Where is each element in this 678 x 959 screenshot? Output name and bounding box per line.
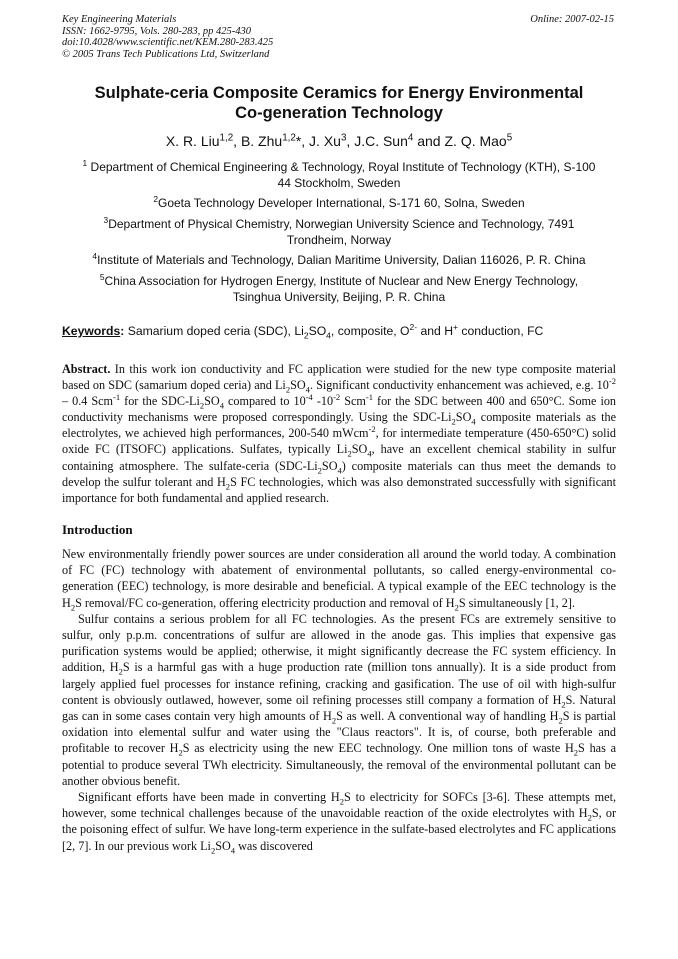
keywords-label: Keywords (62, 324, 121, 338)
subscript: 4 (367, 448, 372, 459)
subscript: 2 (118, 666, 123, 677)
abstract-text: ) composite materials can thus meet the demands to develop the sulfur tolerant and H (62, 458, 616, 489)
paragraph-text: S. Natural gas can in some cases contain very high amounts of H (62, 692, 616, 724)
abstract-text: , have an excellent chemical stability in sulfur containing atmosphere. The sulfate-ceria (SDC-Li (62, 442, 616, 473)
superscript: 2- (409, 321, 418, 332)
author: J. Xu (309, 133, 341, 149)
author-separator: , (346, 133, 355, 149)
abstract-text: S FC technologies, which was also demonstrated successfully with significant importance for both fundamental and applied research. (62, 474, 616, 505)
superscript: -2 (368, 424, 376, 435)
subscript: 4 (219, 400, 224, 411)
issn-line: ISSN: 1662-9795, Vols. 280-283, pp 425-430 (62, 25, 251, 37)
abstract-text: for the SDC-Li (120, 394, 200, 409)
paragraph-text: was discovered (235, 838, 313, 853)
affiliation-number: 4 (92, 251, 98, 261)
author-affiliation-mark: 1,2 (219, 132, 234, 144)
superscript: -1 (113, 392, 121, 403)
superscript: -2 (608, 376, 616, 387)
author: B. Zhu (240, 133, 283, 149)
subscript: 2 (339, 796, 344, 807)
affiliation-number: 3 (103, 215, 109, 225)
introduction-heading: Introduction (62, 522, 133, 537)
keywords-text: Samarium doped ceria (SDC), Li (124, 324, 304, 338)
subscript: 2 (331, 715, 337, 726)
affiliation-4 (62, 253, 616, 269)
subscript: 2 (199, 400, 205, 411)
abstract-text: SO (351, 442, 368, 457)
affiliation-3 (62, 217, 616, 248)
abstract-text: compared to 10 (223, 394, 306, 409)
author-list (62, 133, 616, 149)
author-separator: *, (295, 133, 310, 149)
paragraph-text: S, or the poisoning effect of sulfur. We have long-term experience in the sulfate-based electrolytes and FC applications [2, 7]. In our previous work Li (62, 806, 616, 853)
paragraph-text: S simultaneously [1, 2]. (458, 595, 575, 610)
journal-header (62, 14, 273, 60)
affiliation-number: 1 (82, 158, 88, 168)
keywords-colon: : (120, 324, 125, 338)
abstract (62, 361, 616, 506)
paragraph-text: S is a harmful gas with a huge production rate (million tons annually). It is a side product from largely applied fuel processes for instance refining, cracking and gasification. The use of oil with high-sulfur content is obviously outlawed, however, some oil refining processes still company a formation of H (62, 660, 617, 707)
subscript: 4 (471, 416, 476, 427)
superscript: + (453, 321, 458, 332)
keywords-text: , composite, O (330, 324, 410, 338)
paper-title (62, 83, 616, 123)
subscript: 2 (317, 465, 322, 475)
subscript: 2 (178, 747, 183, 758)
author: Z. Q. Mao (444, 133, 507, 149)
paragraph (62, 546, 616, 611)
affiliation-text: China Association for Hydrogen Energy, Institute of Nuclear and New Energy Technology, (104, 274, 579, 288)
subscript: 4 (326, 330, 331, 341)
affiliation-2 (62, 196, 616, 212)
superscript: -1 (365, 392, 373, 403)
keywords-line (62, 321, 616, 341)
abstract-text: SO (455, 410, 472, 425)
subscript: 4 (337, 465, 342, 475)
subscript: 2 (454, 602, 459, 613)
affiliation-5 (62, 274, 616, 305)
paragraph-text: S removal/FC co-generation, offering electricity production and removal of H (75, 595, 455, 610)
affiliation-text: Institute of Materials and Technology, Dalian Maritime University, Dalian 116026, P. R. China (97, 253, 586, 267)
superscript: -4 (305, 392, 313, 403)
superscript: -2 (333, 392, 341, 403)
paragraph-text: New environmentally friendly power sources are under consideration all around the world today. A combination of FC (FC) technology with abatement of environmental pollutants, so called energy-environmental co-generation (EEC) technology, is more desirable and beneficial. A typical example of the EEC technology is the H (62, 547, 616, 610)
affiliation-text: Department of Chemical Engineering & Technology, Royal Institute of Technology (KTH), S-100 (90, 160, 596, 174)
subscript: 2 (573, 747, 579, 758)
paragraph-text: S has a potential to produce several TWh electricity. Simultaneously, the removal of the environmental pollutant can be another obvious benefit. (62, 741, 616, 788)
subscript: 2 (558, 715, 563, 726)
online-date: Online: 2007-02-15 (530, 14, 614, 25)
author: X. R. Liu (165, 133, 220, 149)
paragraph-text: Significant efforts have been made in converting H (78, 790, 340, 805)
title-line-1: Sulphate-ceria Composite Ceramics for Energy Environmental (94, 84, 584, 102)
paragraph-text: S as electricity using the new EEC technology. One million tons of waste H (182, 741, 574, 756)
abstract-text: – 0.4 Scm (62, 394, 114, 409)
abstract-text: In this work ion conductivity and FC application were studied for the new type composite material based on SDC (samarium doped ceria) and Li (62, 362, 616, 393)
abstract-text: SO (204, 394, 220, 409)
keywords-text: conduction, FC (458, 324, 544, 338)
abstract-text: Scm (340, 394, 366, 409)
abstract-text: , for intermediate temperature (450-650°C) solid oxide FC (ITSOFC) applications. Sulfates, typically Li (62, 426, 616, 457)
affiliation-text: Trondheim, Norway (286, 232, 392, 247)
subscript: 2 (587, 812, 592, 823)
subscript: 2 (303, 330, 309, 341)
abstract-text: . Significant conductivity enhancement was achieved, e.g. 10 (309, 378, 609, 393)
abstract-text: composite materials as the electrolytes, we achieved high performances, 200-540 mWcm (62, 410, 616, 441)
author-affiliation-mark: 5 (506, 132, 513, 144)
affiliation-number: 2 (153, 194, 158, 204)
subscript: 2 (451, 416, 456, 427)
affiliation-number: 5 (99, 272, 105, 282)
author-affiliation-mark: 1,2 (282, 132, 296, 144)
doi-line: doi:10.4028/www.scientific.net/KEM.280-283.425 (62, 37, 274, 49)
introduction-body (62, 546, 616, 854)
subscript: 2 (561, 699, 566, 710)
paragraph-text: S as well. A conventional way of handling H (336, 709, 559, 724)
title-line-2: Co-generation Technology (235, 104, 443, 122)
journal-name: Key Engineering Materials (62, 14, 177, 25)
author-affiliation-mark: 3 (340, 132, 347, 144)
affiliation-text: 44 Stockholm, Sweden (277, 175, 401, 190)
subscript: 2 (285, 384, 291, 395)
keywords-text: SO (308, 324, 327, 338)
author-separator: , (233, 133, 241, 149)
author: J.C. Sun (354, 133, 408, 149)
affiliation-1 (62, 160, 616, 191)
subscript: 2 (347, 448, 352, 459)
abstract-text: SO (290, 378, 306, 393)
subscript: 2 (225, 481, 231, 492)
abstract-text: SO (321, 458, 338, 473)
paragraph (62, 789, 616, 854)
subscript: 4 (305, 384, 310, 395)
author-separator: and (413, 133, 445, 149)
affiliation-text: Goeta Technology Developer International, S-171 60, Solna, Sweden (157, 196, 525, 210)
abstract-label: Abstract. (62, 362, 111, 376)
subscript: 2 (70, 602, 76, 613)
author-affiliation-mark: 4 (407, 132, 414, 144)
affiliation-text: Tsinghua University, Beijing, P. R. China (232, 289, 446, 304)
paragraph-text: S is partial oxidation into elemental sulfur and water using the "Claus reactors". It is, of course, both preferable and profitable to recover H (62, 709, 617, 756)
copyright-line: © 2005 Trans Tech Publications Ltd, Switzerland (62, 48, 270, 60)
abstract-text: for the SDC between 400 and 650°C. Some ion conductivity mechanisms were proposed correspondingly. Using the SDC-Li (62, 394, 617, 425)
paragraph-text: SO (215, 838, 231, 853)
paragraph-text: Sulfur contains a serious problem for all FC technologies. As the present FCs are extremely sensitive to sulfur, only p.p.m. concentrations of sulfur are allowed in the anode gas. This implies that expensive gas purification systems would be applied; otherwise, it might significantly decrease the FC system efficiency. In addition, H (62, 611, 616, 675)
subscript: 4 (230, 845, 236, 856)
abstract-text: -10 (312, 394, 334, 409)
paragraph-text: S to electricity for SOFCs [3-6]. These attempts met, however, some technical challenges because of the unavoidable reaction of the oxide electrolytes with H (62, 790, 617, 821)
paragraph (62, 611, 616, 789)
affiliation-text: Department of Physical Chemistry, Norwegian University Science and Technology, 7491 (108, 217, 575, 231)
keywords-text: and H (417, 324, 454, 338)
subscript: 2 (210, 845, 216, 856)
